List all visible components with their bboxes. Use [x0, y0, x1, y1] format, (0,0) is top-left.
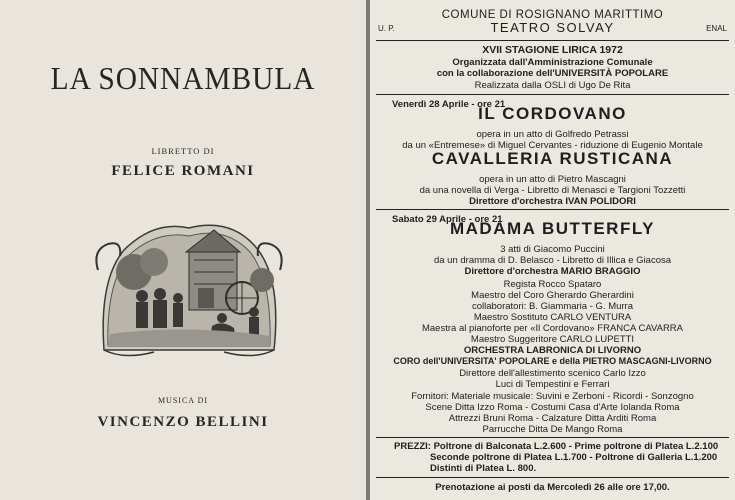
- section-rule-2: [376, 209, 729, 210]
- supplier-line: Attrezzi Bruni Roma - Calzature Ditta Arditi Roma: [448, 413, 657, 424]
- season-title: XVII STAGIONE LIRICA 1972: [482, 44, 623, 56]
- staging-line-1: Direttore dell'allestimento scenico Carlo Izzo: [459, 368, 646, 379]
- stage-scene-illustration: [94, 210, 284, 360]
- enal-tag: ENAL: [706, 24, 727, 33]
- stage-director: Regista Rocco Spataro: [503, 279, 602, 290]
- saturday-date: Sabato 29 Aprile - ore 21: [392, 214, 503, 225]
- libretto-cover-page: [0, 0, 366, 500]
- opera-cordovano-title: IL CORDOVANO: [478, 104, 627, 123]
- cordovano-line-1: opera in un atto di Golfredo Petrassi: [476, 129, 629, 140]
- librettist-name: FELICE ROMANI: [111, 163, 255, 179]
- cavalleria-line-1: opera in un atto di Pietro Mascagni: [479, 174, 626, 185]
- butterfly-line-1: 3 atti di Giacomo Puccini: [500, 244, 605, 255]
- credit-line: Maestro Sostituto CARLO VENTURA: [473, 312, 632, 323]
- supplier-line: Parrucche Ditta De Mango Roma: [482, 424, 623, 435]
- section-rule: [376, 94, 729, 95]
- libretto-label: LIBRETTO DI: [151, 146, 215, 156]
- opera-cavalleria-title: CAVALLERIA RUSTICANA: [431, 149, 674, 168]
- header-rule: [376, 40, 729, 41]
- friday-date: Venerdì 28 Aprile - ore 21: [392, 99, 506, 110]
- prices-line: Seconde poltrone di Platea L.1.700 - Poltrone di Galleria L.1.200: [430, 452, 718, 463]
- section-rule-4: [376, 477, 729, 478]
- theatre-name: TEATRO SOLVAY: [490, 20, 615, 35]
- saturday-conductor: Direttore d'orchestra MARIO BRAGGIO: [464, 266, 641, 277]
- prices-line: Distinti di Platea L. 800.: [430, 463, 537, 474]
- section-rule-3: [376, 437, 729, 438]
- staging-line-2: Luci di Tempestini e Ferrari: [495, 379, 610, 390]
- choir-line: CORO dell'UNIVERSITA' POPOLARE e della PIETRO MASCAGNI-LIVORNO: [393, 356, 712, 366]
- orchestra-line: ORCHESTRA LABRONICA DI LIVORNO: [463, 345, 642, 356]
- credit-line: collaboratori: B. Giammaria - G. Murra: [471, 301, 633, 312]
- cordovano-line-2: da un «Entremese» di Miguel Cervantes - riduzione di Eugenio Montale: [402, 140, 703, 151]
- credit-line: Maestra al pianoforte per «Il Cordovano» FRANCA CAVARRA: [421, 323, 683, 334]
- cavalleria-line-2: da una novella di Verga - Libretto di Menasci e Targioni Tozzetti: [419, 185, 686, 196]
- friday-conductor: Direttore d'orchestra IVAN POLIDORI: [469, 196, 636, 207]
- municipality-line: COMUNE DI ROSIGNANO MARITTIMO: [441, 9, 664, 21]
- credit-line: Maestro Suggeritore CARLO LUPETTI: [470, 334, 635, 345]
- music-label: MUSICA DI: [157, 396, 209, 405]
- up-tag: U. P.: [378, 24, 395, 33]
- butterfly-line-2: da un dramma di D. Belasco - Libretto di Illica e Giacosa: [433, 255, 672, 266]
- credit-line: Maestro del Coro Gherardo Gherardini: [471, 290, 634, 301]
- booking-line: Prenotazione ai posti da Mercoledì 26 alle ore 17,00.: [435, 482, 670, 493]
- programme-page: [370, 0, 735, 500]
- realized-by: Realizzata dalla OSLI di Ugo De Rita: [474, 80, 631, 91]
- supplier-line: Scene Ditta Izzo Roma - Costumi Casa d'Arte Iolanda Roma: [425, 402, 680, 413]
- organisation-line-2: con la collaborazione dell'UNIVERSITÀ POPOLARE: [436, 68, 669, 79]
- cover-title: LA SONNAMBULA: [50, 60, 316, 96]
- prices-line: PREZZI: Poltrone di Balconata L.2.600 - Prime poltrone di Platea L.2.100: [394, 441, 719, 452]
- supplier-line: Fornitori: Materiale musicale: Suvini e Zerboni - Ricordi - Sonzogno: [411, 391, 694, 402]
- composer-name: VINCENZO BELLINI: [97, 414, 269, 430]
- opera-butterfly-title: MADAMA BUTTERFLY: [449, 219, 655, 238]
- organisation-line-1: Organizzata dall'Amministrazione Comunale: [452, 57, 653, 68]
